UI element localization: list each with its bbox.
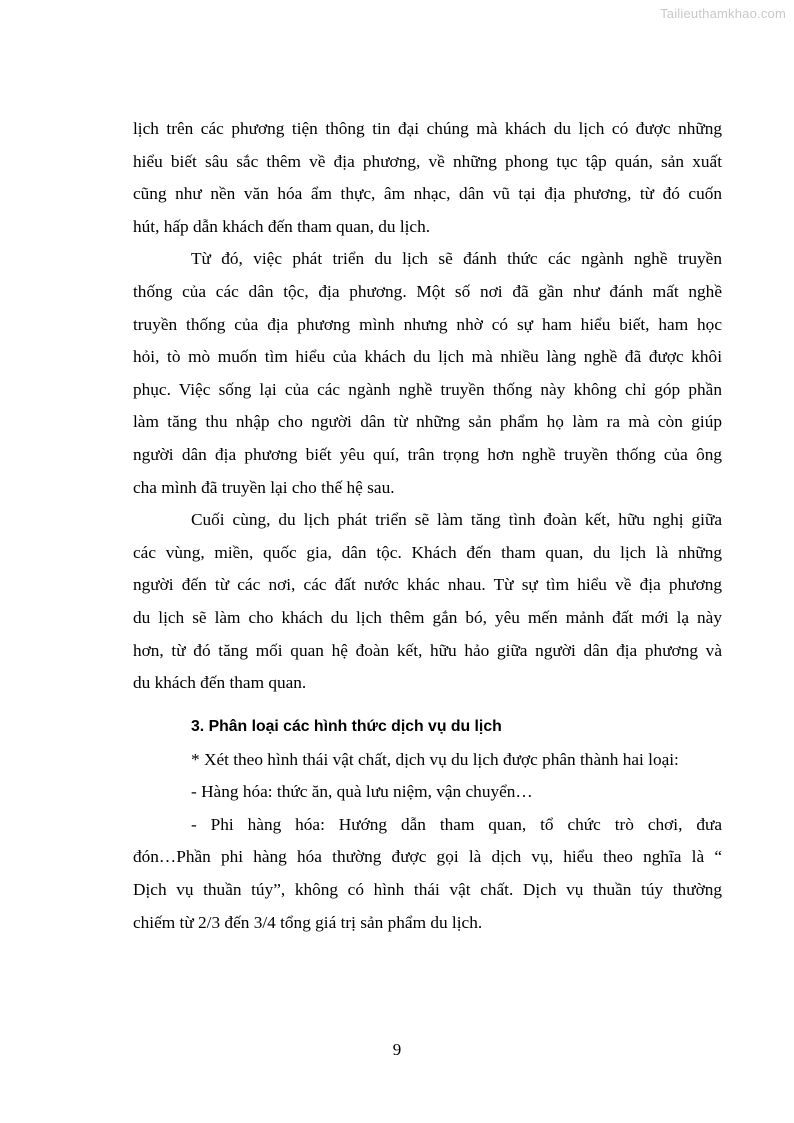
section-intro: * Xét theo hình thái vật chất, dịch vụ du lịch được phân thành hai loại: bbox=[191, 749, 679, 769]
text-line: hút, hấp dẫn khách đến tham quan, du lịch. bbox=[133, 216, 431, 236]
text-line: Cuối cùng, du lịch phát triển sẽ làm tăng tình đoàn kết, hữu nghị giữa bbox=[191, 510, 722, 530]
section-content bbox=[133, 744, 722, 940]
paragraph-2 bbox=[133, 243, 722, 504]
text-line: hiểu biết sâu sắc thêm về địa phương, về những phong tục tập quán, sản xuất bbox=[133, 151, 722, 171]
text-line: người đến từ các nơi, các đất nước khác nhau. Từ sự tìm hiểu về địa phương bbox=[133, 575, 722, 595]
watermark: Tailieuthamkhao.com bbox=[660, 6, 786, 21]
list-item-non-goods: - Phi hàng hóa: Hướng dẫn tham quan, tổ chức trò chơi, đưa bbox=[191, 814, 722, 834]
text-line: người dân địa phương biết yêu quí, trân trọng hơn nghề truyền thống của ông bbox=[133, 444, 722, 464]
text-line: lịch trên các phương tiện thông tin đại chúng mà khách du lịch có được những bbox=[133, 119, 722, 138]
text-line: cha mình đã truyền lại cho thế hệ sau. bbox=[133, 477, 395, 497]
text-line: đón…Phần phi hàng hóa thường được gọi là dịch vụ, hiểu theo nghĩa là “ bbox=[133, 847, 722, 867]
text-line: truyền thống của địa phương mình nhưng nhờ có sự ham hiểu biết, ham học bbox=[133, 314, 722, 334]
paragraph-1 bbox=[133, 113, 722, 243]
text-line: hơn, từ đó tăng mối quan hệ đoàn kết, hữu hảo giữa người dân địa phương và bbox=[133, 640, 722, 660]
text-line: các vùng, miền, quốc gia, dân tộc. Khách đến tham quan, du lịch là những bbox=[133, 542, 722, 562]
text-line: phục. Việc sống lại của các ngành nghề truyền thống này không chỉ góp phần bbox=[133, 379, 722, 399]
text-line: làm tăng thu nhập cho người dân từ những sản phẩm họ làm ra mà còn giúp bbox=[133, 412, 722, 432]
text-line: cũng như nền văn hóa ẩm thực, âm nhạc, dân vũ tại địa phương, từ đó cuốn bbox=[133, 184, 722, 204]
list-item-goods: - Hàng hóa: thức ăn, quà lưu niệm, vận chuyển… bbox=[191, 782, 533, 802]
text-line: chiếm từ 2/3 đến 3/4 tổng giá trị sản phẩm du lịch. bbox=[133, 912, 483, 932]
text-line: thống của các dân tộc, địa phương. Một số nơi đã gần như đánh mất nghề bbox=[133, 281, 722, 301]
text-line: du khách đến tham quan. bbox=[133, 673, 307, 693]
text-line: Từ đó, việc phát triển du lịch sẽ đánh thức các ngành nghề truyền bbox=[191, 249, 722, 269]
page-number: 9 bbox=[392, 1040, 402, 1059]
text-line: du lịch sẽ làm cho khách du lịch thêm gắn bó, yêu mến mảnh đất mới lạ này bbox=[133, 607, 722, 627]
paragraph-3 bbox=[133, 504, 722, 700]
text-line: Dịch vụ thuần túy”, không có hình thái vật chất. Dịch vụ thuần túy thường bbox=[133, 880, 722, 900]
text-line: hỏi, tò mò muốn tìm hiểu của khách du lịch mà nhiều làng nghề đã được khôi bbox=[133, 347, 722, 367]
section-heading: 3. Phân loại các hình thức dịch vụ du lịch bbox=[191, 717, 502, 735]
document-body bbox=[133, 113, 722, 939]
